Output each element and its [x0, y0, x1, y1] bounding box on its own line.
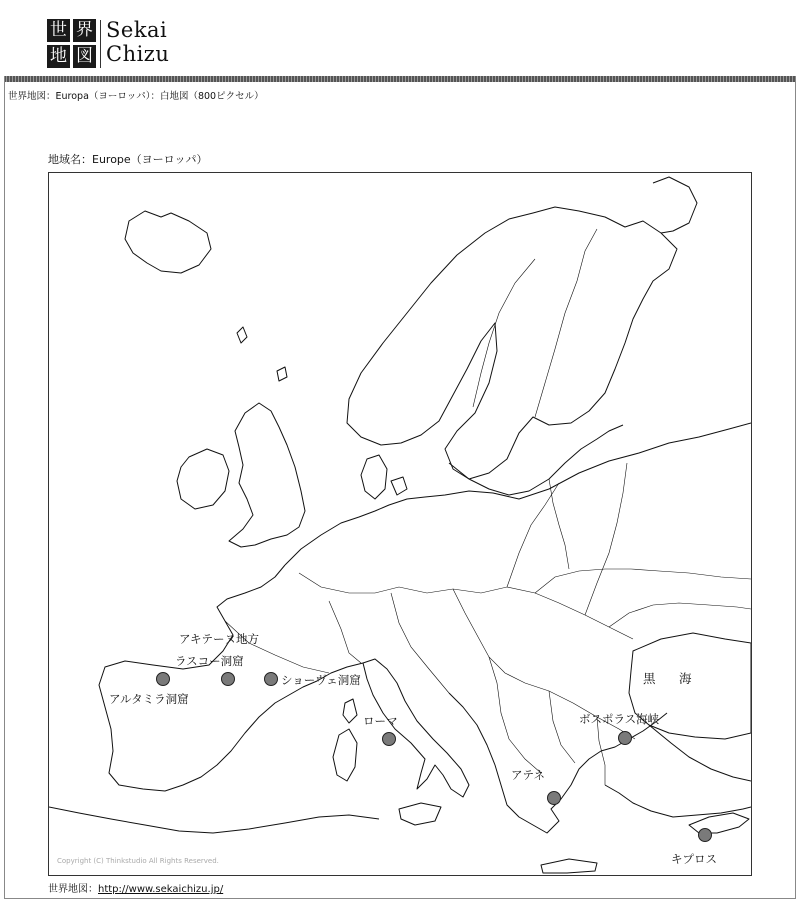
- coastlines: [49, 177, 751, 873]
- ireland-outline: [177, 449, 229, 509]
- bosporus-marker[interactable]: [619, 732, 632, 745]
- italy-outline: [363, 659, 469, 797]
- small-island: [237, 327, 247, 343]
- crete-outline: [541, 859, 597, 873]
- iceland-outline: [125, 211, 211, 273]
- page-subtitle: 世界地図：Europa（ヨーロッパ）：白地図（800ピクセル）: [8, 91, 264, 102]
- country-border: [473, 259, 535, 407]
- place-markers: [157, 673, 712, 842]
- footer-label: 世界地図：: [48, 884, 98, 895]
- altamira-label: アルタミラ洞窟: [109, 692, 189, 706]
- region-label: 地域名：Europe（ヨーロッパ）: [48, 153, 208, 166]
- logo-char: 図: [73, 45, 96, 68]
- altamira-marker[interactable]: [157, 673, 170, 686]
- black-sea-label-2: 海: [679, 671, 692, 686]
- country-border: [299, 573, 633, 639]
- logo-wordmark: [106, 18, 169, 66]
- cyprus-marker[interactable]: [699, 829, 712, 842]
- continental-coast: [285, 423, 751, 565]
- logo-char: 界: [73, 19, 96, 42]
- map-copyright: Copyright (C) Thinkstudio All Rights Reserved.: [57, 857, 219, 865]
- scandinavia-outline: [347, 207, 677, 479]
- lascaux-marker[interactable]: [222, 673, 235, 686]
- logo-divider: [100, 20, 101, 68]
- great-britain-outline: [229, 403, 305, 547]
- rome-label: ローマ: [363, 714, 398, 728]
- country-border: [535, 229, 597, 417]
- logo-line: Sekai: [106, 18, 168, 42]
- sardinia-outline: [333, 729, 357, 781]
- rome-marker[interactable]: [383, 733, 396, 746]
- country-border: [549, 479, 569, 569]
- chauvet-label: ショーヴェ洞窟: [281, 673, 361, 687]
- sicily-outline: [399, 803, 441, 825]
- chauvet-marker[interactable]: [265, 673, 278, 686]
- country-border: [489, 657, 541, 773]
- athens-marker[interactable]: [548, 792, 561, 805]
- lascaux-label: ラスコー洞窟: [175, 654, 244, 668]
- place-labels: [57, 632, 717, 866]
- denmark-outline: [361, 455, 387, 499]
- country-border: [535, 569, 751, 593]
- athens-label: アテネ: [511, 768, 546, 782]
- site-logo[interactable]: [47, 19, 97, 69]
- footer-link[interactable]: http://www.sekaichizu.jp/: [98, 884, 224, 895]
- black-sea-label-1: 黒: [643, 671, 656, 686]
- anatolia-coast: [649, 725, 751, 781]
- country-border: [609, 603, 751, 627]
- logo-line: Chizu: [106, 42, 170, 66]
- country-border: [507, 483, 559, 587]
- country-border: [329, 601, 361, 663]
- country-border: [585, 463, 627, 615]
- north-africa-coast: [49, 807, 379, 833]
- aquitaine-label: アキテーヌ地方: [179, 632, 260, 646]
- cyprus-outline: [689, 813, 749, 833]
- map-svg: [49, 173, 751, 875]
- aegean-coast: [605, 785, 751, 817]
- bosporus-label: ボスポラス海峡: [579, 712, 660, 726]
- kola-coast: [653, 177, 697, 233]
- footer: [48, 880, 223, 895]
- logo-char: 世: [47, 19, 70, 42]
- corsica-outline: [343, 699, 357, 723]
- europe-map: [48, 172, 752, 876]
- baltic-coast: [449, 425, 623, 495]
- country-border: [391, 593, 449, 693]
- logo-char: 地: [47, 45, 70, 68]
- small-island: [277, 367, 287, 381]
- cyprus-label: キプロス: [671, 852, 717, 866]
- denmark-island: [391, 477, 407, 495]
